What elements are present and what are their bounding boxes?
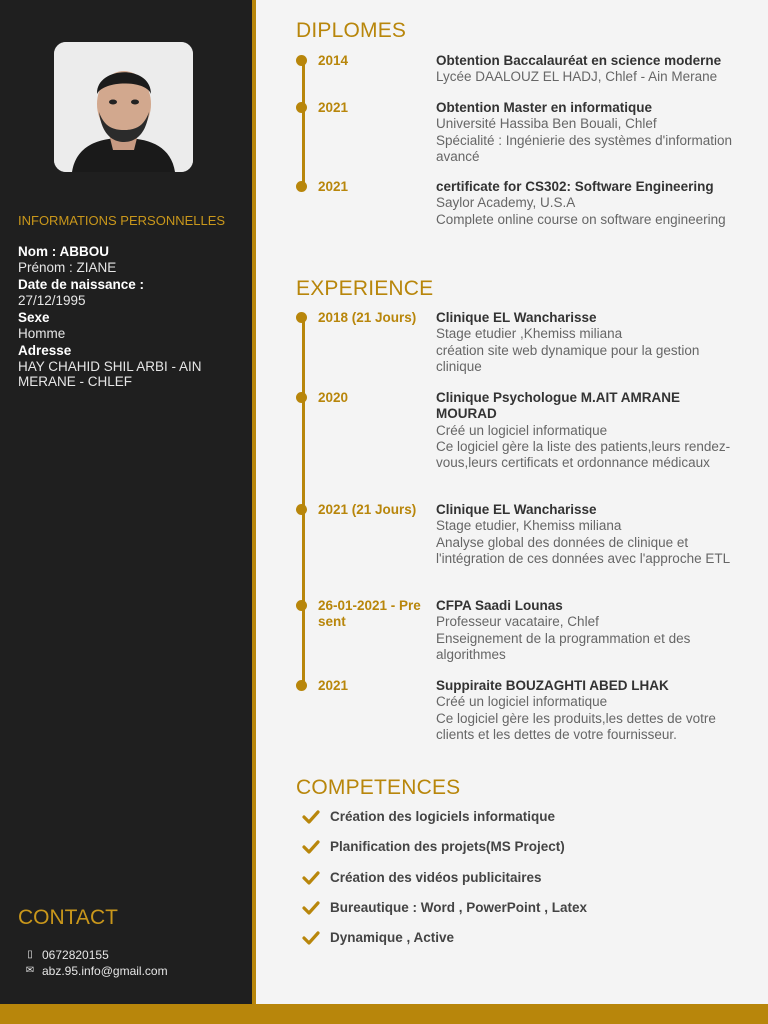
prenom-value: Prénom : ZIANE xyxy=(18,259,117,275)
check-icon xyxy=(302,871,320,885)
experience-date: 26-01-2021 - Present xyxy=(318,598,421,629)
skill-item xyxy=(302,900,587,915)
timeline-dot xyxy=(296,312,307,323)
check-icon xyxy=(302,901,320,915)
dob-value: 27/12/1995 xyxy=(18,292,86,308)
experience-line: Stage etudier, Khemiss miliana xyxy=(436,518,622,534)
experience-title: EXPERIENCE xyxy=(296,277,434,300)
skill-item xyxy=(302,809,555,824)
timeline-dot xyxy=(296,680,307,691)
diplome-title: Obtention Master en informatique xyxy=(436,100,653,115)
experience-line: Analyse global des données de clinique et l'intégration de ces données avec l'approche ETL xyxy=(436,534,731,566)
skill-label: Bureautique : Word , PowerPoint , Latex xyxy=(330,900,588,915)
skill-label: Planification des projets(MS Project) xyxy=(330,839,565,854)
nom-label: Nom : ABBOU xyxy=(18,244,109,259)
diplome-line: Université Hassiba Ben Bouali, Chlef xyxy=(436,116,657,132)
personal-info-title: INFORMATIONS PERSONNELLES xyxy=(18,213,226,228)
diplome-line: Complete online course on software engineering xyxy=(436,211,726,227)
diplomes-title: DIPLOMES xyxy=(296,19,407,42)
timeline-dot xyxy=(296,55,307,66)
diplome-date: 2014 xyxy=(318,53,349,68)
experience-line: Ce logiciel gère les produits,les dettes de votre clients et les dettes de votre fournisseur. xyxy=(436,710,716,742)
diplome-date: 2021 xyxy=(318,179,349,194)
sidebar xyxy=(0,0,252,1004)
timeline-dot xyxy=(296,504,307,515)
contact-phone[interactable] xyxy=(24,947,168,963)
experience-line: Stage etudier ,Khemiss miliana xyxy=(436,326,623,342)
experience-line: création site web dynamique pour la gestion clinique xyxy=(436,342,700,374)
dob-label: Date de naissance : xyxy=(18,277,145,292)
sexe-value: Homme xyxy=(18,325,66,341)
timeline-dot xyxy=(296,600,307,611)
check-icon xyxy=(302,931,320,945)
personal-info xyxy=(18,244,233,390)
experience-line: Enseignement de la programmation et des algorithmes xyxy=(436,630,691,662)
diplome-title: certificate for CS302: Software Engineering xyxy=(436,179,714,194)
sidebar-divider xyxy=(252,0,256,1004)
skill-item xyxy=(302,870,542,885)
sexe-label: Sexe xyxy=(18,310,50,325)
diplome-date: 2021 xyxy=(318,100,349,115)
timeline-dot xyxy=(296,102,307,113)
experience-line: Créé un logiciel informatique xyxy=(436,422,608,438)
timeline-dot xyxy=(296,181,307,192)
experience-date: 2020 xyxy=(318,390,349,405)
adresse-label: Adresse xyxy=(18,343,72,358)
experience-title: CFPA Saadi Lounas xyxy=(436,598,563,613)
experience-line: Créé un logiciel informatique xyxy=(436,694,608,710)
experience-title: Clinique Psychologue M.AIT AMRANE MOURAD xyxy=(436,390,681,422)
phone-value: 0672820155 xyxy=(42,948,109,962)
experience-line: Ce logiciel gère la liste des patients,leurs rendez-vous,leurs certificats et ordonnance médicaux xyxy=(436,438,731,471)
experience-date: 2018 (21 Jours) xyxy=(318,310,417,325)
adresse-value: HAY CHAHID SHIL ARBI - AIN MERANE - CHLEF xyxy=(18,358,202,389)
envelope-icon: ✉ xyxy=(25,965,35,976)
timeline-dot xyxy=(296,392,307,403)
footer-bar xyxy=(0,1004,768,1024)
experience-title: Clinique EL Wancharisse xyxy=(436,310,597,325)
diplome-line: Lycée DAALOUZ EL HADJ, Chlef - Ain Merane xyxy=(436,69,718,85)
contact-title: CONTACT xyxy=(18,906,118,929)
skill-label: Dynamique , Active xyxy=(330,930,455,945)
profile-photo xyxy=(54,42,193,172)
phone-icon: ▯ xyxy=(27,949,33,960)
check-icon xyxy=(302,840,320,854)
experience-title: Clinique EL Wancharisse xyxy=(436,502,597,517)
diplome-line: Spécialité : Ingénierie des systèmes d'information avancé xyxy=(436,132,732,164)
diplome-title: Obtention Baccalauréat en science moderne xyxy=(436,53,722,68)
diplome-line: Saylor Academy, U.S.A xyxy=(436,195,576,211)
skill-item xyxy=(302,930,454,945)
contact-email[interactable] xyxy=(24,963,168,979)
skill-label: Création des logiciels informatique xyxy=(330,809,556,824)
skill-label: Création des vidéos publicitaires xyxy=(330,870,542,885)
competences-title: COMPETENCES xyxy=(296,776,461,799)
contact-list xyxy=(24,947,168,979)
email-value: abz.95.info@gmail.com xyxy=(42,964,168,978)
skill-item xyxy=(302,839,565,854)
check-icon xyxy=(302,810,320,824)
experience-date: 2021 (21 Jours) xyxy=(318,502,417,517)
experience-timeline xyxy=(302,318,305,686)
diplomes-timeline xyxy=(302,60,305,188)
experience-date: 2021 xyxy=(318,678,349,693)
experience-title: Suppiraite BOUZAGHTI ABED LHAK xyxy=(436,678,669,693)
experience-line: Professeur vacataire, Chlef xyxy=(436,614,599,630)
